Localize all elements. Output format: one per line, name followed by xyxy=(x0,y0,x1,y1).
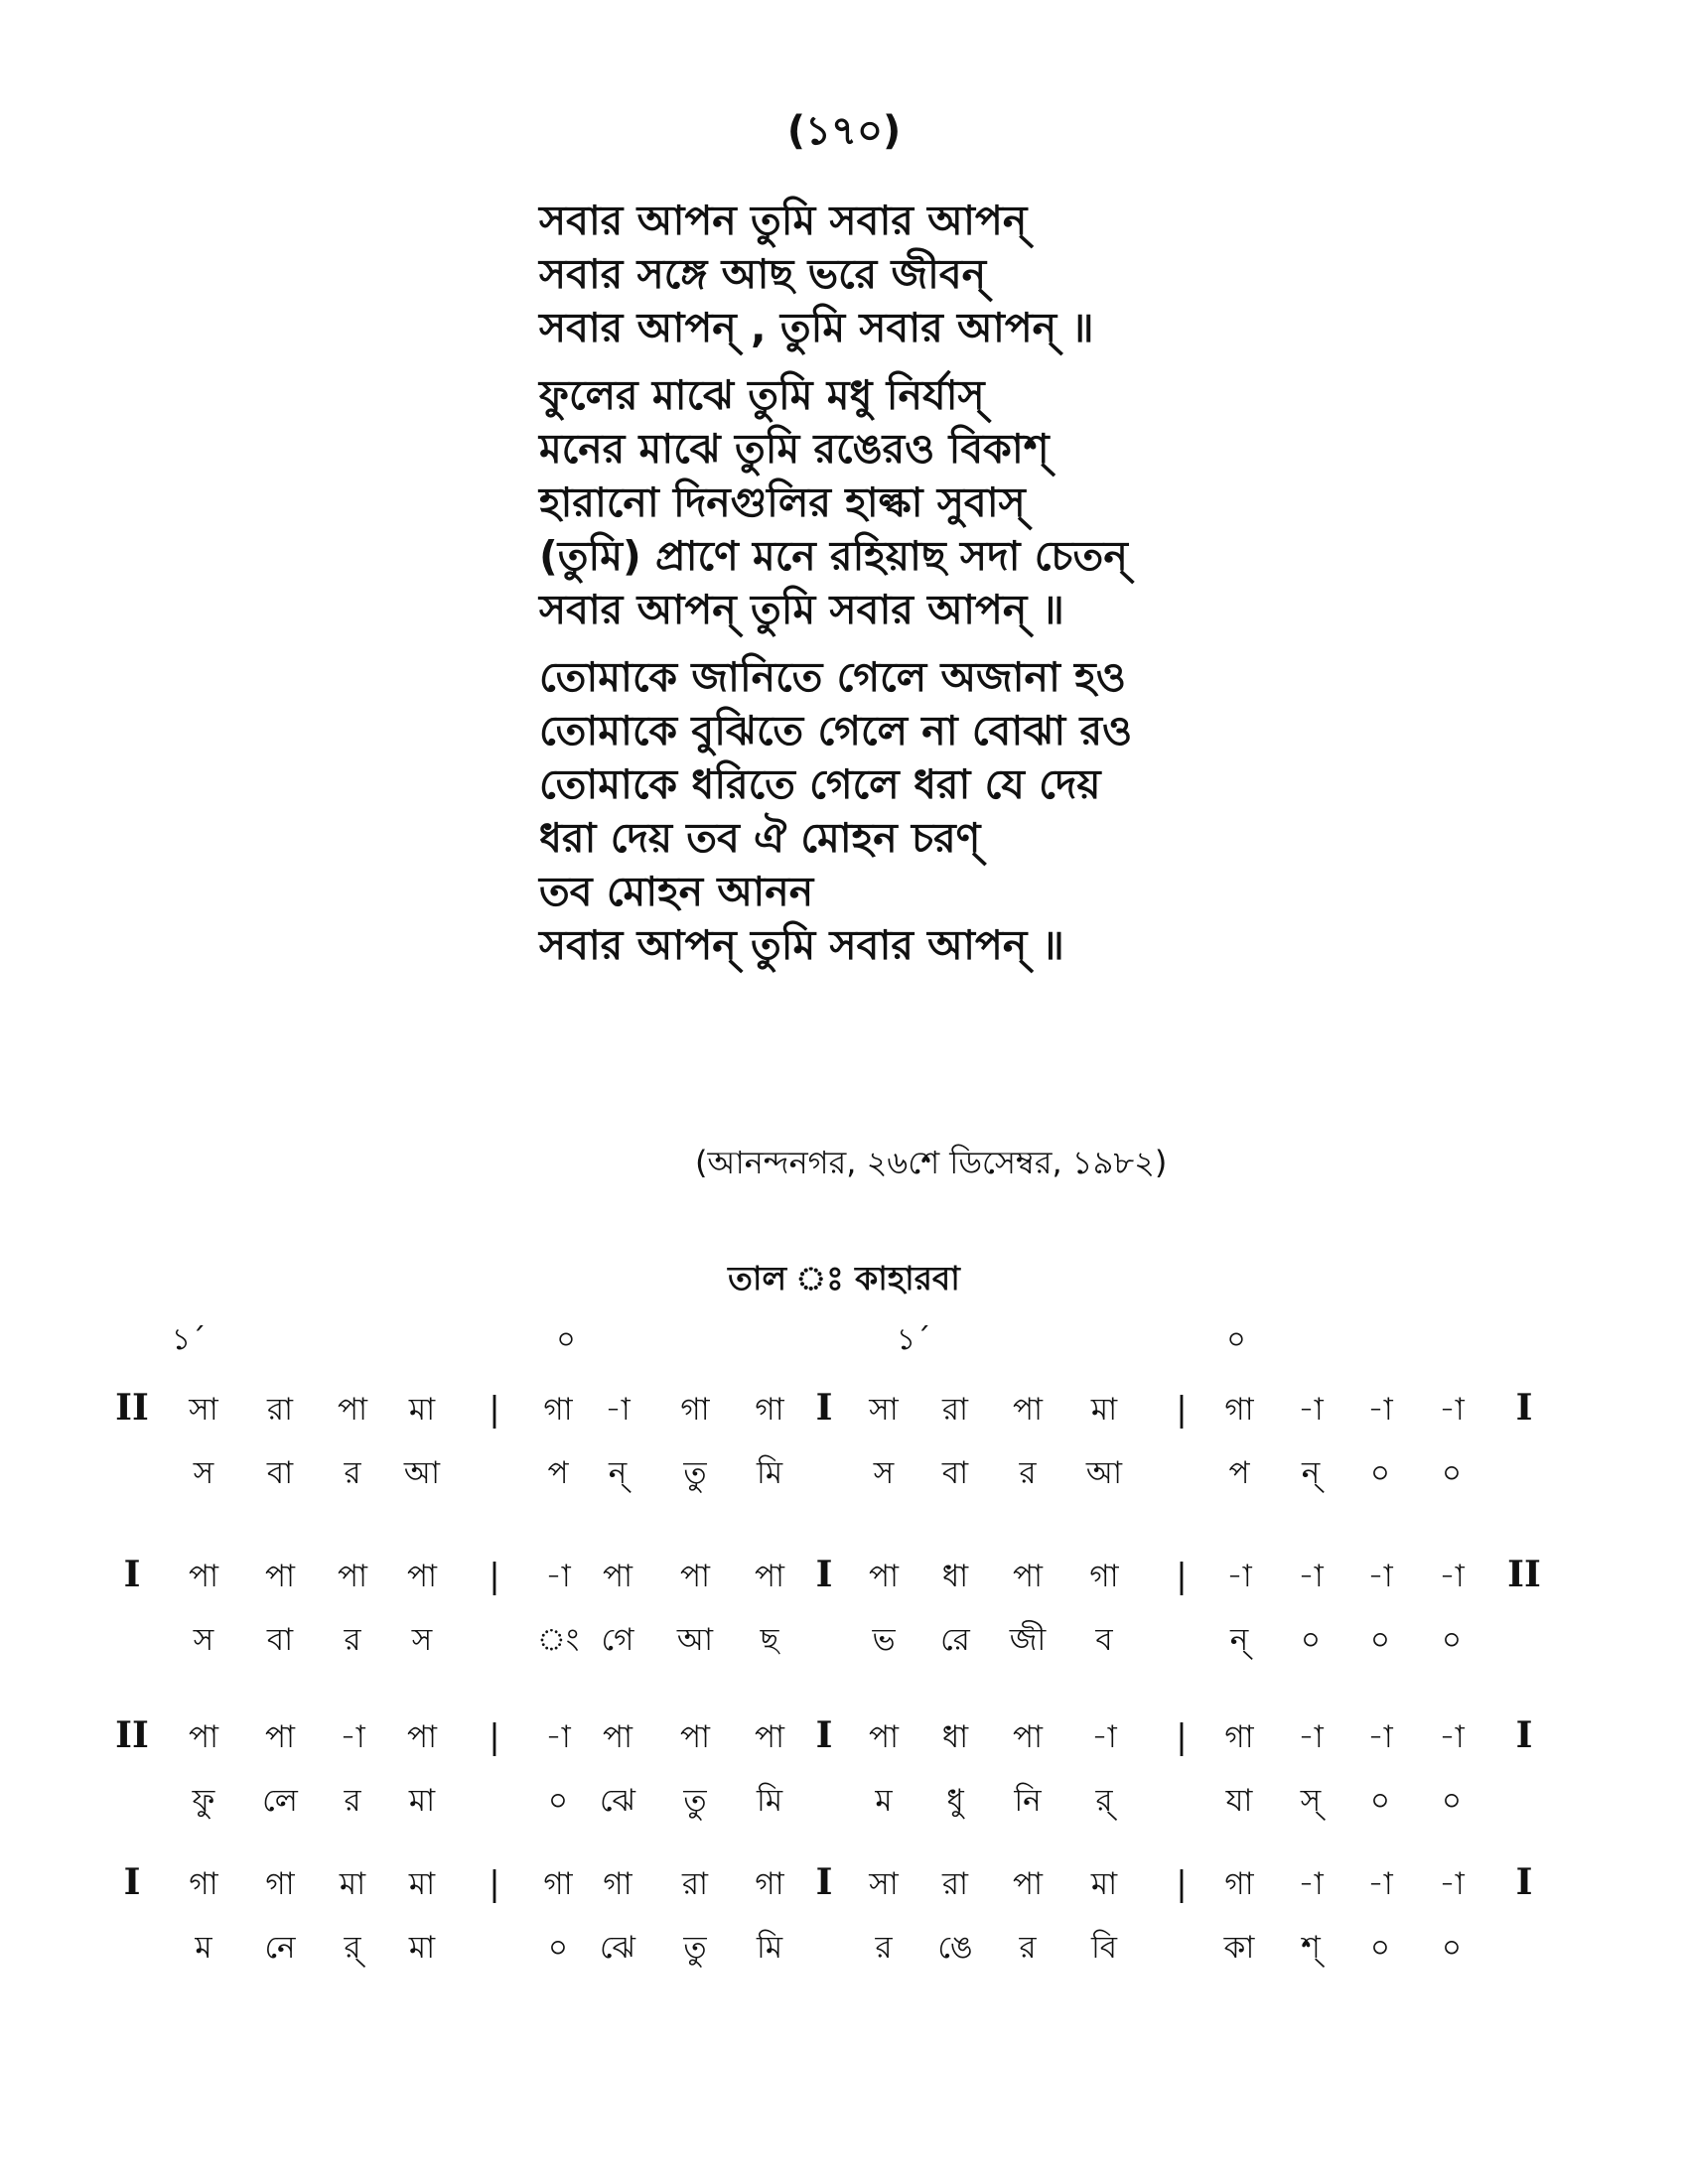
lyric-syllable: আ xyxy=(403,1455,441,1491)
lyric-syllable: যা xyxy=(1225,1783,1253,1819)
lyric-syllable: স xyxy=(873,1455,895,1491)
swara-note: মা xyxy=(408,1392,436,1428)
lyric-syllable: ০ xyxy=(1369,1930,1391,1966)
swara-note: -া xyxy=(545,1559,571,1594)
lyric-syllable: র xyxy=(344,1455,361,1491)
swara-note: রা xyxy=(941,1866,969,1902)
lyric-syllable: প xyxy=(547,1455,569,1491)
lyric-syllable: ন্ xyxy=(1229,1622,1249,1658)
swara-note: পা xyxy=(406,1559,438,1594)
swara-note: রা xyxy=(681,1866,709,1902)
bar-line-mid: I xyxy=(815,1861,833,1903)
swara-note: -া xyxy=(1439,1559,1465,1594)
bar-line-inner: | xyxy=(1176,1557,1188,1596)
swara-note: গা xyxy=(1224,1866,1254,1902)
lyric-line: (তুমি) প্রাণে মনে রহিয়াছ সদা চেতন্ xyxy=(539,532,1128,580)
swara-note: গা xyxy=(1224,1719,1254,1755)
bar-line-inner: | xyxy=(489,1390,500,1430)
lyric-syllable: ঝে xyxy=(599,1783,636,1819)
beat-mark: ১´ xyxy=(896,1322,931,1357)
swara-note: রা xyxy=(266,1392,294,1428)
swara-note: পা xyxy=(679,1719,711,1755)
lyric-syllable: ঝে xyxy=(599,1930,636,1966)
lyric-syllable: স xyxy=(193,1622,214,1658)
lyric-line: ধরা দেয় তব ঐ মোহন চরণ্ xyxy=(539,814,981,862)
lyric-syllable: ০ xyxy=(547,1930,569,1966)
bar-line-mid: I xyxy=(815,1387,833,1429)
lyric-syllable: ০ xyxy=(1441,1455,1463,1491)
swara-note: গা xyxy=(755,1392,784,1428)
lyric-syllable: মি xyxy=(756,1783,783,1819)
bar-line-inner: | xyxy=(1176,1864,1188,1904)
swara-note: গা xyxy=(543,1866,573,1902)
swara-note: পা xyxy=(1012,1392,1044,1428)
lyric-syllable: কা xyxy=(1223,1930,1255,1966)
lyric-line: ফুলের মাঝে তুমি মধু নির্যাস্ xyxy=(539,371,985,419)
lyric-syllable: র xyxy=(344,1783,361,1819)
swara-note: গা xyxy=(755,1866,784,1902)
swara-note: পা xyxy=(337,1392,368,1428)
lyric-syllable: ০ xyxy=(1369,1455,1391,1491)
swara-note: গা xyxy=(265,1866,295,1902)
lyric-line: সবার সঙ্গে আছ ভরে জীবন্ xyxy=(539,250,987,298)
lyric-syllable: র xyxy=(344,1622,361,1658)
swara-note: মা xyxy=(1090,1392,1118,1428)
swara-note: পা xyxy=(188,1719,219,1755)
swara-note: গা xyxy=(543,1392,573,1428)
swara-note: মা xyxy=(339,1866,366,1902)
swara-note: -া xyxy=(1439,1719,1465,1755)
lyric-syllable: মা xyxy=(408,1783,436,1819)
swara-note: পা xyxy=(264,1719,296,1755)
swara-note: -া xyxy=(340,1719,365,1755)
lyric-syllable: ব xyxy=(1095,1622,1113,1658)
lyric-syllable: গে xyxy=(601,1622,634,1658)
swara-note: পা xyxy=(602,1719,633,1755)
swara-note: পা xyxy=(188,1559,219,1594)
page-number: (১৭০) xyxy=(786,108,902,154)
swara-note: -া xyxy=(545,1719,571,1755)
lyric-syllable: ০ xyxy=(1300,1622,1322,1658)
swara-note: -া xyxy=(1367,1866,1393,1902)
lyric-syllable: ং xyxy=(536,1622,580,1658)
lyric-syllable: বা xyxy=(266,1622,294,1658)
lyric-line: হারানো দিনগুলির হাল্কা সুবাস্ xyxy=(539,478,1026,526)
swara-note: সা xyxy=(869,1392,899,1428)
swara-note: ধা xyxy=(941,1559,969,1594)
swara-note: পা xyxy=(337,1559,368,1594)
swara-note: মা xyxy=(408,1866,436,1902)
swara-note: পা xyxy=(602,1559,633,1594)
lyric-line: সবার আপন্ তুমি সবার আপন্ ॥ xyxy=(539,586,1064,633)
lyric-line: তোমাকে ধরিতে গেলে ধরা যে দেয় xyxy=(539,760,1101,808)
lyric-line: সবার আপন্ , তুমি সবার আপন্ ॥ xyxy=(539,304,1094,351)
lyric-line: তব মোহন আনন xyxy=(539,868,814,915)
lyric-syllable: মি xyxy=(756,1930,783,1966)
swara-note: -া xyxy=(1298,1719,1324,1755)
bar-line-open: I xyxy=(123,1861,141,1903)
lyric-syllable: আ xyxy=(676,1622,714,1658)
swara-note: পা xyxy=(754,1559,785,1594)
lyric-syllable: ০ xyxy=(1441,1930,1463,1966)
bar-line-open: II xyxy=(115,1714,149,1756)
swara-note: মা xyxy=(1090,1866,1118,1902)
bar-line-close: II xyxy=(1507,1554,1541,1595)
bar-line-inner: | xyxy=(489,1864,500,1904)
swara-note: ধা xyxy=(941,1719,969,1755)
bar-line-close: I xyxy=(1515,1387,1533,1429)
bar-line-inner: | xyxy=(489,1557,500,1596)
lyric-syllable: ০ xyxy=(547,1783,569,1819)
swara-note: -া xyxy=(1298,1866,1324,1902)
lyric-syllable: ০ xyxy=(1369,1622,1391,1658)
swara-note: গা xyxy=(1089,1559,1119,1594)
swara-note: পা xyxy=(406,1719,438,1755)
swara-note: -া xyxy=(1367,1559,1393,1594)
swara-note: -া xyxy=(1367,1719,1393,1755)
swara-note: -া xyxy=(1439,1392,1465,1428)
lyric-syllable: স xyxy=(411,1622,433,1658)
lyric-line: সবার আপন তুমি সবার আপন্ xyxy=(539,197,1028,244)
bar-line-mid: I xyxy=(815,1714,833,1756)
swara-note: -া xyxy=(1091,1719,1117,1755)
lyric-syllable: নি xyxy=(1014,1783,1042,1819)
bar-line-open: II xyxy=(115,1387,149,1429)
lyric-syllable: তু xyxy=(683,1930,707,1966)
lyric-syllable: র্ xyxy=(1095,1783,1113,1819)
swara-note: গা xyxy=(189,1866,218,1902)
swara-note: গা xyxy=(1224,1392,1254,1428)
swara-note: গা xyxy=(680,1392,710,1428)
lyric-syllable: ধু xyxy=(946,1783,964,1819)
bar-line-close: I xyxy=(1515,1861,1533,1903)
lyric-syllable: ন্ xyxy=(608,1455,628,1491)
swara-note: সা xyxy=(869,1866,899,1902)
swara-note: -া xyxy=(605,1392,631,1428)
lyric-line: মনের মাঝে তুমি রঙেরও বিকাশ্ xyxy=(539,425,1050,473)
swara-note: পা xyxy=(754,1719,785,1755)
swara-note: পা xyxy=(264,1559,296,1594)
lyric-syllable: র xyxy=(1019,1455,1037,1491)
swara-note: সা xyxy=(189,1392,218,1428)
lyric-syllable: শ্ xyxy=(1301,1930,1321,1966)
lyric-line: তোমাকে বুঝিতে গেলে না বোঝা রও xyxy=(539,707,1133,754)
lyric-syllable: মা xyxy=(408,1930,436,1966)
swara-note: পা xyxy=(679,1559,711,1594)
lyric-syllable: ম xyxy=(195,1930,212,1966)
lyric-syllable: নে xyxy=(264,1930,296,1966)
swara-note: -া xyxy=(1298,1559,1324,1594)
lyric-syllable: প xyxy=(1228,1455,1250,1491)
swara-note: -া xyxy=(1367,1392,1393,1428)
bar-line-inner: | xyxy=(489,1717,500,1757)
lyric-syllable: জী xyxy=(1009,1622,1047,1658)
lyric-syllable: ০ xyxy=(1441,1622,1463,1658)
lyric-syllable: স xyxy=(193,1455,214,1491)
lyric-syllable: স্ xyxy=(1300,1783,1322,1819)
swara-note: -া xyxy=(1298,1392,1324,1428)
swara-note: পা xyxy=(1012,1866,1044,1902)
beat-mark: ১´ xyxy=(171,1322,207,1357)
bar-line-mid: I xyxy=(815,1554,833,1595)
lyric-syllable: লে xyxy=(262,1783,298,1819)
lyric-syllable: বি xyxy=(1090,1930,1118,1966)
lyric-syllable: ০ xyxy=(1369,1783,1391,1819)
lyric-syllable: ০ xyxy=(1441,1783,1463,1819)
swara-note: পা xyxy=(868,1559,900,1594)
bar-line-inner: | xyxy=(1176,1390,1188,1430)
lyric-syllable: ছ xyxy=(760,1622,779,1658)
swara-note: গা xyxy=(603,1866,633,1902)
lyric-syllable: র xyxy=(875,1930,893,1966)
lyric-syllable: ভ xyxy=(872,1622,896,1658)
lyric-syllable: তু xyxy=(683,1783,707,1819)
lyric-syllable: মি xyxy=(756,1455,783,1491)
lyric-syllable: র xyxy=(1019,1930,1037,1966)
lyric-line: সবার আপন্ তুমি সবার আপন্ ॥ xyxy=(539,921,1064,969)
swara-note: পা xyxy=(1012,1719,1044,1755)
lyric-syllable: তু xyxy=(683,1455,707,1491)
swara-note: পা xyxy=(1012,1559,1044,1594)
lyric-syllable: ম xyxy=(875,1783,893,1819)
lyric-syllable: বা xyxy=(941,1455,969,1491)
lyric-syllable: ঙে xyxy=(937,1930,973,1966)
swara-note: -া xyxy=(1439,1866,1465,1902)
lyric-syllable: রে xyxy=(940,1622,970,1658)
lyric-syllable: ফু xyxy=(192,1783,215,1819)
lyric-syllable: র্ xyxy=(344,1930,361,1966)
bar-line-inner: | xyxy=(1176,1717,1188,1757)
taal-heading: তাল ঃ কাহারবা xyxy=(728,1259,960,1297)
lyric-syllable: আ xyxy=(1085,1455,1123,1491)
lyric-syllable: ন্ xyxy=(1301,1455,1321,1491)
beat-mark: ০ xyxy=(556,1322,576,1357)
lyric-syllable: বা xyxy=(266,1455,294,1491)
swara-note: পা xyxy=(868,1719,900,1755)
dateline: (আনন্দনগর, ২৬শে ডিসেম্বর, ১৯৮২) xyxy=(695,1144,1168,1181)
bar-line-open: I xyxy=(123,1554,141,1595)
beat-mark: ০ xyxy=(1226,1322,1246,1357)
lyric-line: তোমাকে জানিতে গেলে অজানা হও xyxy=(539,653,1126,701)
swara-note: -া xyxy=(1226,1559,1252,1594)
swara-note: রা xyxy=(941,1392,969,1428)
bar-line-close: I xyxy=(1515,1714,1533,1756)
